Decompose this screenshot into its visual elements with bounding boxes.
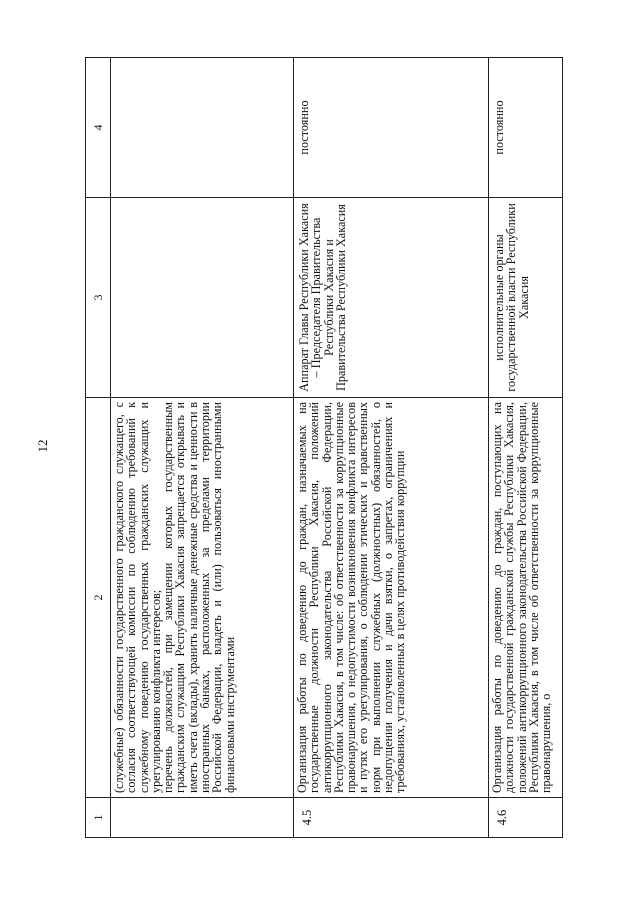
table-header-row bbox=[86, 58, 111, 838]
header-col-3: 3 bbox=[86, 198, 111, 398]
deadline-cell bbox=[111, 58, 294, 198]
table-row bbox=[489, 58, 563, 838]
measure-cell bbox=[111, 398, 294, 798]
executor-cell: исполнительные органы государственной власти Республики Хакасия bbox=[489, 198, 563, 398]
page-number: 12 bbox=[35, 439, 50, 453]
measure-cell: Организация работы по доведению до граждан, назначаемых на государственные должности Республики Хакасия, положений антикоррупционного законодательства Российской Федерации, Республики Хакасия, в том числе: об ответственности за коррупционные правонарушения, о недопустимости возникновения конфликта интересов и путях его урегулирования, о соблюдении этических и нравственных норм при выполнении служебных (должностных) обязанностей, о недопущении получения и дачи взятки, о запретах, ограничениях и требованиях, установленных в целях противодействия коррупции bbox=[294, 398, 489, 798]
action-plan-table bbox=[85, 57, 563, 838]
row-number: 4.5 bbox=[294, 798, 489, 838]
measure-text-part: (служебные) обязанности государственного гражданского служащего, с согласия соответствующей комиссии по соблюдению требований к служебному поведению государственных гражданских служащих и урегулированию конфликта интересов; bbox=[112, 402, 163, 793]
table-row bbox=[294, 58, 489, 838]
rotated-table-wrapper bbox=[85, 58, 554, 838]
executor-cell bbox=[111, 198, 294, 398]
header-col-1: 1 bbox=[86, 798, 111, 838]
row-number bbox=[111, 798, 294, 838]
header-col-2: 2 bbox=[86, 398, 111, 798]
executor-cell: Аппарат Главы Республики Хакасия – Председателя Правительства Республики Хакасия и Правительства Республики Хакасия bbox=[294, 198, 489, 398]
header-col-4: 4 bbox=[86, 58, 111, 198]
measure-cell: Организация работы по доведению до граждан, поступающих на должности государственной гражданской службы Республики Хакасия, положений антикоррупционного законодательства Российской Федерации, Республики Хакасия, в том числе об ответственности за коррупционные правонарушения, о bbox=[489, 398, 563, 798]
table-row-continued bbox=[111, 58, 294, 838]
deadline-cell: постоянно bbox=[489, 58, 563, 198]
measure-text-part: перечень должностей, при замещении которых государственным гражданским служащим Республики Хакасия запрещается открывать и иметь счета (вклады), хранить наличные денежные средства и ценности в иностранных банках, расположенных за пределами территории Российской Федерации, владеть и (или) пользоваться иностранными финансовыми инструментами bbox=[161, 402, 237, 793]
deadline-cell: постоянно bbox=[294, 58, 489, 198]
row-number: 4.6 bbox=[489, 798, 563, 838]
